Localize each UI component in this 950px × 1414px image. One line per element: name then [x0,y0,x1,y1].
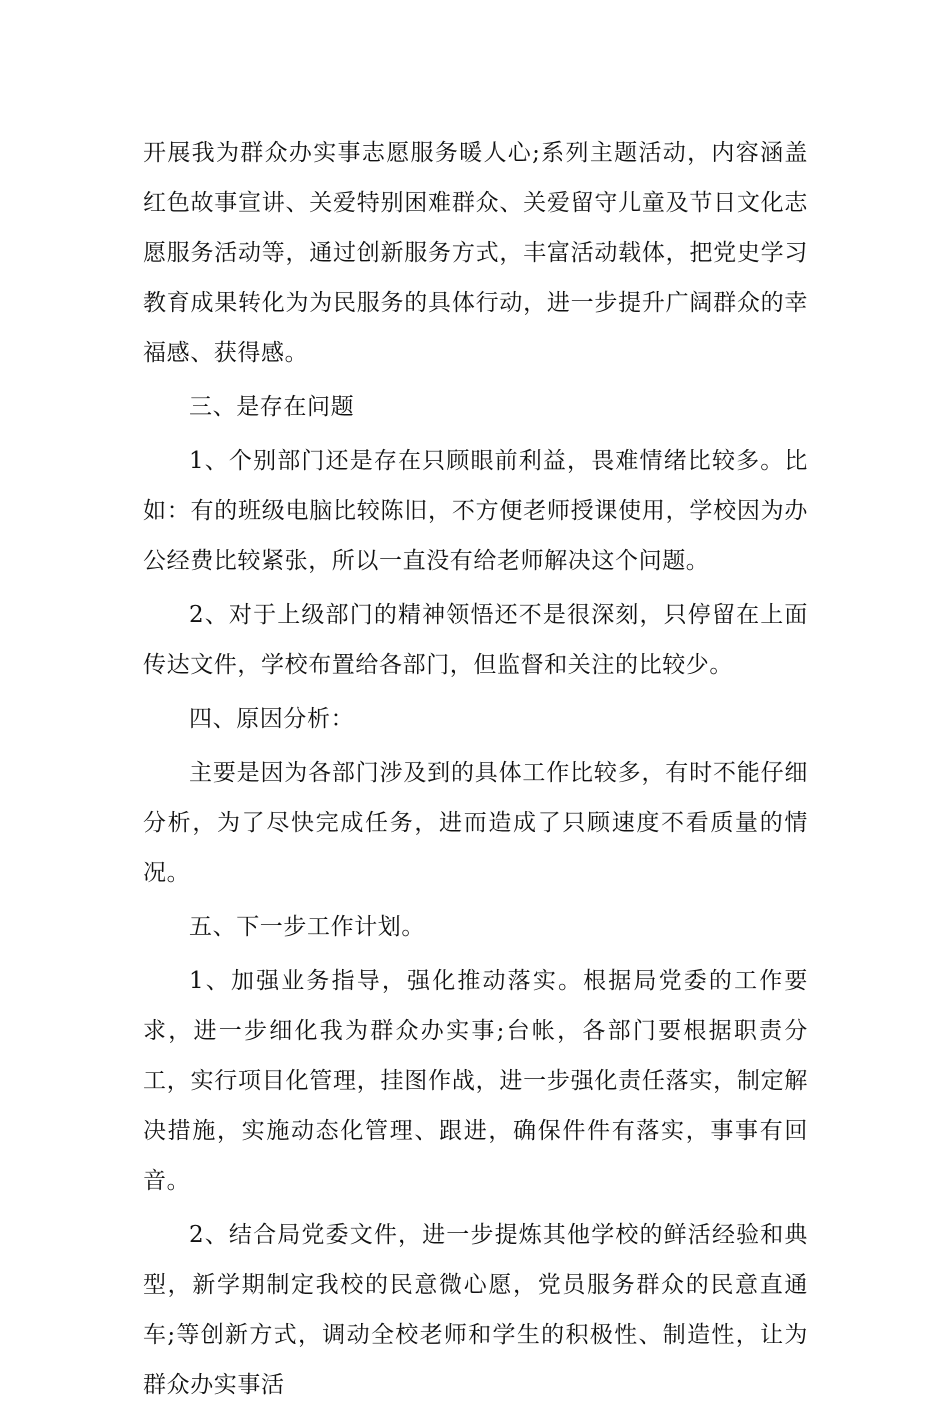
paragraph-problem-2: 2、对于上级部门的精神领悟还不是很深刻，只停留在上面传达文件，学校布置给各部门，但监督和关注的比较少。 [143,602,808,678]
paragraph-cause: 主要是因为各部门涉及到的具体工作比较多，有时不能仔细分析，为了尽快完成任务，进而造成了只顾速度不看质量的情况。 [143,760,808,886]
document-page [143,128,808,1414]
paragraph-activities: 开展我为群众办实事志愿服务暖人心;系列主题活动，内容涵盖红色故事宣讲、关爱特别困难群众、关爱留守儿童及节日文化志愿服务活动等，通过创新服务方式，丰富活动载体，把党史学习教育成果转化为为民服务的具体行动，进一步提升广阔群众的幸福感、获得感。 [143,140,808,366]
paragraph-plan-2: 2、结合局党委文件，进一步提炼其他学校的鲜活经验和典型，新学期制定我校的民意微心愿，党员服务群众的民意直通车;等创新方式，调动全校老师和学生的积极性、制造性，让为群众办实事活 [143,1222,808,1398]
heading-next-plan: 五、下一步工作计划。 [189,914,425,940]
paragraph-plan-1: 1、加强业务指导，强化推动落实。根据局党委的工作要求，进一步细化我为群众办实事;台帐，各部门要根据职责分工，实行项目化管理，挂图作战，进一步强化责任落实，制定解决措施，实施动态化管理、跟进，确保件件有落实，事事有回音。 [143,968,808,1194]
paragraph-problem-1: 1、个别部门还是存在只顾眼前利益，畏难情绪比较多。比如：有的班级电脑比较陈旧，不方便老师授课使用，学校因为办公经费比较紧张，所以一直没有给老师解决这个问题。 [143,448,808,574]
heading-cause-analysis: 四、原因分析： [189,706,355,732]
heading-existing-problems: 三、是存在问题 [189,394,355,420]
